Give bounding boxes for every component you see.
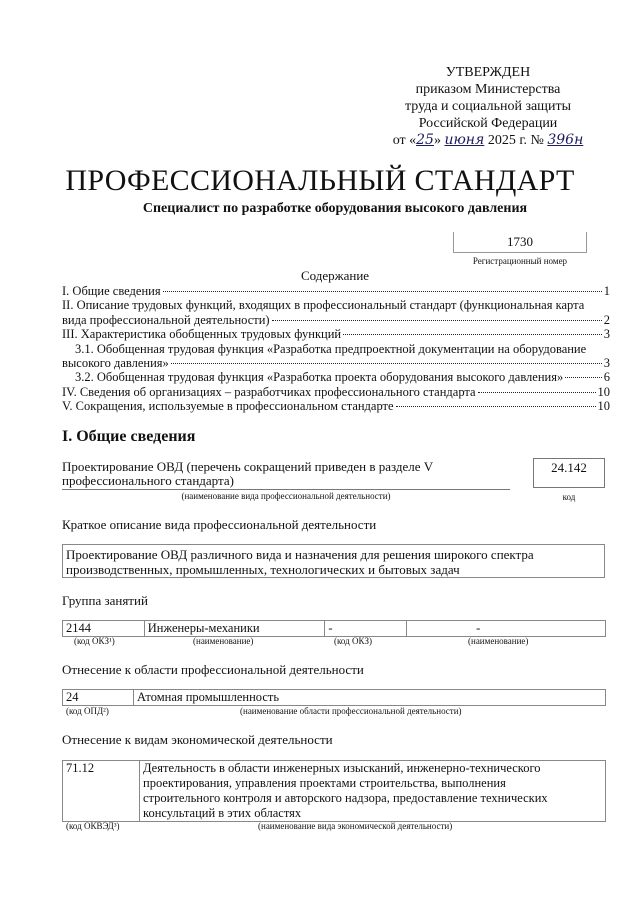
handwritten-month: июня [444,132,485,148]
toc-item[interactable]: V. Сокращения, используемые в профессиональном стандарте 10 [62,399,610,414]
toc-leader [565,377,602,378]
toc-item[interactable]: IV. Сведения об организациях – разработчиках профессионального стандарта 10 [62,384,610,399]
brief-description-heading: Краткое описание вида профессиональной деятельности [62,517,377,532]
caption-okved-name: (наименование вида экономической деятельности) [258,821,453,831]
toc-item[interactable]: III. Характеристика обобщенных трудовых функций 3 [62,327,610,342]
toc-item[interactable]: 3.1. Обобщенная трудовая функция «Разработка предпроектной документации на оборудование высокого давления» 3 [62,341,610,371]
okz-name-cell: Инженеры-механики [144,621,325,637]
toc-page: 6 [603,370,610,385]
activity-kind: Проектирование ОВД (перечень сокращений приведен в разделе V профессионального стандарта) [62,459,433,488]
economic-activity-heading: Отнесение к видам экономической деятельности [62,732,333,747]
approval-line: Российской Федерации [418,116,558,131]
document-title: ПРОФЕССИОНАЛЬНЫЙ СТАНДАРТ [65,164,575,197]
economic-activity-table [62,760,606,822]
toc-item[interactable]: II. Описание трудовых функций, входящих в профессиональный стандарт (функциональная карта вида профессиональной деятельности) 2 [62,298,610,327]
registration-box-edge [453,232,454,252]
opd-name-cell: Атомная промышленность [134,690,606,706]
registration-number-box [453,232,587,253]
occupation-group-table [62,620,606,637]
okz-code-cell: - [325,621,407,637]
document-subtitle: Специалист по разработке оборудования высокого давления [142,201,528,216]
registration-label: Регистрационный номер [472,256,568,266]
approval-line: приказом Министерства [415,82,561,97]
activity-caption: (наименование вида профессиональной деятельности) [181,491,391,501]
toc-page: 3 [603,327,610,342]
caption-opd-name: (наименование области профессиональной деятельности) [240,706,462,716]
caption-okved-code: (код ОКВЭД³) [66,821,120,831]
toc-item[interactable]: 3.2. Обобщенная трудовая функция «Разработка проекта оборудования высокого давления» 6 [75,370,610,385]
okved-name-cell: Деятельность в области инженерных изысканий, инженерно-технического проектирования, управления проектами строительства, выполнения строительного контроля и авторского надзора, предоставление технических консультаций в этих областях [140,761,606,822]
okz-name-cell: - [407,621,606,637]
toc-heading: Содержание [300,268,370,283]
opd-code-cell: 24 [63,690,134,706]
activity-code: 24.142 [533,458,605,488]
approval-block [388,64,588,149]
toc-leader [163,291,602,292]
caption-okz-name: (наименование) [193,636,254,646]
toc-leader [343,334,602,335]
table-row [63,621,606,637]
table-row [63,761,606,822]
table-of-contents [62,284,610,414]
registration-number: 1730 [507,234,533,249]
caption-opd-code: (код ОПД²) [66,706,109,716]
handwritten-number: 396н [547,132,584,148]
caption-okz-name: (наименование) [468,636,529,646]
handwritten-day: 25 [416,132,434,148]
toc-page: 3 [603,356,610,371]
toc-leader [396,406,596,407]
section-heading: I. Общие сведения [62,428,196,445]
caption-okz-code: (код ОКЗ) [334,636,372,646]
okz-code-cell: 2144 [63,621,145,637]
toc-page: 10 [597,399,610,414]
activity-underline [62,489,510,490]
okved-code-cell: 71.12 [63,761,140,822]
toc-leader [478,392,596,393]
caption-okz-code: (код ОКЗ¹) [74,636,115,646]
toc-leader [171,363,602,364]
toc-item[interactable]: I. Общие сведения 1 [62,284,610,298]
toc-page: 2 [603,312,610,327]
activity-code-caption: код [562,492,576,502]
toc-leader [272,320,602,321]
brief-description: Проектирование ОВД различного вида и назначения для решения широкого спектра производственных, промышленных, технологических и бытовых задач [62,544,605,578]
toc-page: 10 [597,384,610,399]
table-row [63,690,606,706]
approval-title: УТВЕРЖДЕН [445,65,531,80]
occupation-group-heading: Группа занятий [62,593,148,608]
professional-area-table [62,689,606,706]
toc-page: 1 [603,284,610,298]
approval-line: труда и социальной защиты [405,99,571,114]
professional-area-heading: Отнесение к области профессиональной деятельности [62,662,364,677]
approval-date: от «25» июня 2025 г. № 396н [392,132,584,148]
